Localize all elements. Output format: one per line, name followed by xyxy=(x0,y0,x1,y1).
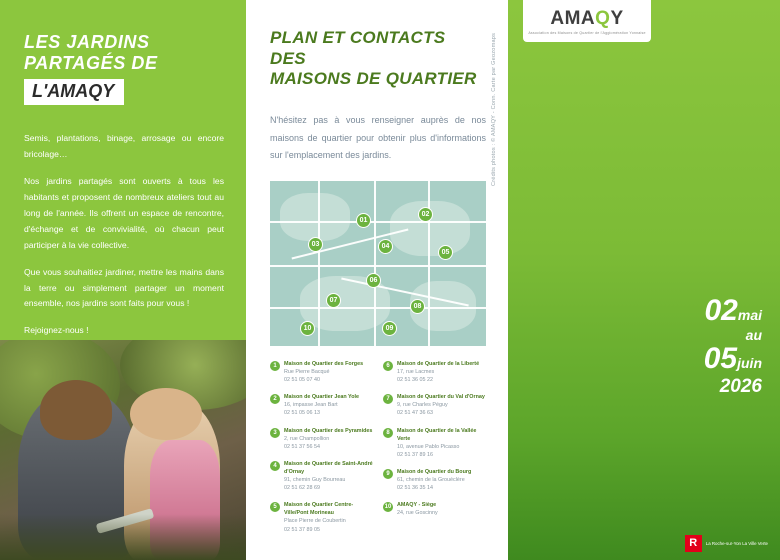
left-paragraph-4: Rejoignez-nous ! xyxy=(24,325,89,336)
contact-item[interactable] xyxy=(270,460,373,492)
contact-number: 1 xyxy=(270,361,280,371)
contact-name: Maison de Quartier Jean Yole xyxy=(284,394,359,401)
city-logo-text: La Roche-sur-Yon La Ville Verte xyxy=(705,540,768,546)
contact-name: Maison de Quartier Centre-Ville/Pont Morineau xyxy=(284,502,354,517)
contact-name: Maison de Quartier du Bourg xyxy=(397,468,472,475)
contact-number: 6 xyxy=(383,361,393,371)
contact-item[interactable] xyxy=(383,360,486,384)
map-pin-7[interactable]: 07 xyxy=(326,293,341,308)
left-title xyxy=(24,32,224,74)
date-day-1: 02 xyxy=(704,294,738,327)
contact-phone: 02 51 37 56 54 xyxy=(284,443,320,450)
right-panel xyxy=(508,0,780,560)
date-year: 2026 xyxy=(719,376,762,398)
map-pin-10[interactable]: 10 xyxy=(300,321,315,336)
left-paragraph-1: Semis, plantations, binage, arrosage ou encore bricolage… xyxy=(24,133,224,160)
contact-item[interactable] xyxy=(270,393,373,417)
contact-address: 61, chemin de la Grouéclère xyxy=(397,477,465,484)
map-pin-3[interactable]: 03 xyxy=(308,237,323,252)
amaqy-logo xyxy=(523,0,651,42)
contact-name: Maison de Quartier du Val d'Ornay xyxy=(397,394,485,401)
contact-address: Rue Pierre Bacqué xyxy=(284,368,330,375)
left-paragraph-2: Nos jardins partagés sont ouverts à tous les habitants et proposent de nombreux ateliers tout au long de l'année. Ils offrent un espace de rencontre, d'échange et de convivialité, où chacun peut participer à la vie collective. xyxy=(24,176,224,250)
contact-name: Maison de Quartier de Saint-André d'Ornay xyxy=(284,460,373,475)
left-panel xyxy=(0,0,246,560)
contact-address: 10, avenue Pablo Picasso xyxy=(397,443,460,450)
logo-subtitle: Association des Maisons de Quartier de l'Agglomération Yonnaise xyxy=(528,30,646,35)
left-title-line-1: LES JARDINS xyxy=(24,32,150,52)
date-separator: au xyxy=(745,327,762,343)
contact-number: 10 xyxy=(384,504,392,511)
contact-number: 3 xyxy=(270,428,280,438)
contact-number: 5 xyxy=(270,502,280,512)
contact-phone: 02 51 05 06 13 xyxy=(284,410,320,417)
contact-address: 91, chemin Guy Bourreau xyxy=(284,477,346,484)
contacts-column-left xyxy=(270,360,373,543)
contact-name: Maison de Quartier de la Vallée Verte xyxy=(397,427,477,442)
date-month-2: juin xyxy=(737,355,762,372)
contact-phone: 02 51 47 36 63 xyxy=(397,410,433,417)
garden-photo xyxy=(0,340,246,560)
left-paragraph-3: Que vous souhaitiez jardiner, mettre les mains dans la terre ou simplement partager un moment ensemble, nos jardins sont faits pour vous ! xyxy=(24,266,224,309)
contact-address: Place Pierre de Coubertin xyxy=(284,518,346,525)
map-pin-2[interactable]: 02 xyxy=(418,207,433,222)
left-body xyxy=(24,131,224,339)
middle-title-line-1: PLAN ET CONTACTS DES xyxy=(270,28,446,68)
map-pin-9[interactable]: 09 xyxy=(382,321,397,336)
contact-name: Maison de Quartier des Forges xyxy=(284,360,364,367)
map-pin-1[interactable]: 01 xyxy=(356,213,371,228)
left-title-line-2: PARTAGÉS DE xyxy=(24,53,158,74)
middle-panel xyxy=(246,0,508,560)
contact-address: 9, rue Charles Péguy xyxy=(397,402,448,409)
logo-text-a: AMA xyxy=(550,7,596,29)
contact-phone: 02 51 36 05 22 xyxy=(397,377,433,384)
contact-number: 4 xyxy=(270,461,280,471)
contact-address: 2, rue Champollion xyxy=(284,435,330,442)
date-month-1: mai xyxy=(737,307,762,323)
left-title-highlight: L'AMAQY xyxy=(24,79,124,105)
neighbourhood-map[interactable] xyxy=(270,181,486,346)
contact-item[interactable] xyxy=(383,393,486,417)
contact-number: 8 xyxy=(383,428,393,438)
contact-item[interactable] xyxy=(383,501,486,517)
map-pin-5[interactable]: 05 xyxy=(438,245,453,260)
contact-number: 9 xyxy=(383,469,393,479)
photo-credit: Crédits photos : © AMAQY - Conn. Carte par Geozomaps xyxy=(491,32,497,186)
contact-item[interactable] xyxy=(270,427,373,451)
contact-phone: 02 51 05 07 40 xyxy=(284,377,320,384)
contact-address: 24, rue Goscinny xyxy=(397,510,438,517)
logo-text-b: Y xyxy=(610,7,624,29)
middle-title xyxy=(270,28,486,90)
contact-number: 2 xyxy=(270,394,280,404)
contact-item[interactable] xyxy=(270,501,373,533)
logo-text-q: Q xyxy=(595,7,611,29)
contact-name: Maison de Quartier de la Liberté xyxy=(397,360,480,367)
contact-address: 17, rue Lacmes xyxy=(397,368,435,375)
contact-item[interactable] xyxy=(383,468,486,492)
contacts-column-right xyxy=(383,360,486,543)
contacts-list xyxy=(270,360,486,543)
contact-item[interactable] xyxy=(383,427,486,459)
contact-name: AMAQY - Siège xyxy=(397,502,437,509)
contact-item[interactable] xyxy=(270,360,373,384)
contact-phone: 02 51 62 28 69 xyxy=(284,485,320,492)
contact-name: Maison de Quartier des Pyramides xyxy=(284,427,373,434)
date-day-2: 05 xyxy=(703,342,738,376)
contact-phone: 02 51 37 89 05 xyxy=(284,526,320,533)
contact-phone: 02 51 37 89 16 xyxy=(397,451,433,458)
middle-title-line-2: MAISONS DE QUARTIER xyxy=(270,69,477,89)
contact-phone: 02 51 36 35 14 xyxy=(397,485,433,492)
map-pin-8[interactable]: 08 xyxy=(410,299,425,314)
event-dates xyxy=(704,296,762,401)
middle-intro: N'hésitez pas à vous renseigner auprès de nos maisons de quartier pour obtenir plus d'informations sur l'emplacement des jardins. xyxy=(270,115,486,161)
contact-number: 7 xyxy=(383,394,393,404)
map-pin-6[interactable]: 06 xyxy=(366,273,381,288)
city-logo-mark: R xyxy=(685,535,702,552)
city-logo xyxy=(685,535,768,552)
contact-address: 16, impasse Jean Bart xyxy=(284,402,338,409)
map-pin-4[interactable]: 04 xyxy=(378,239,393,254)
